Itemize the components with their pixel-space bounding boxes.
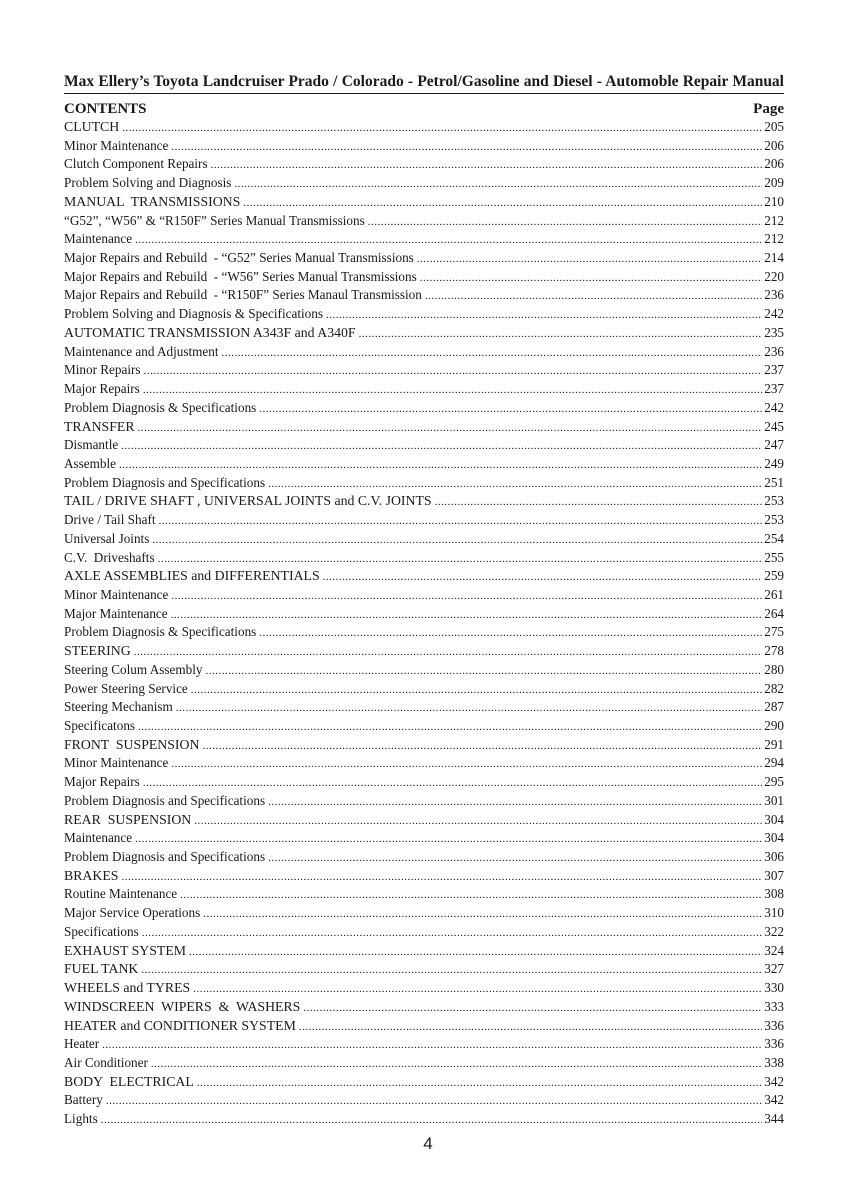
dot-leader (171, 755, 762, 773)
toc-subsection-entry (64, 399, 784, 418)
toc-subsection-entry (64, 212, 784, 231)
toc-entry-page: 310 (764, 905, 784, 921)
toc-entry-page: 245 (764, 418, 784, 434)
toc-entry-title: Lights (64, 1111, 98, 1127)
toc-entry-title: Steering Colum Assembly (64, 661, 203, 677)
dot-leader (299, 1018, 762, 1036)
toc-entry-page: 295 (764, 774, 784, 790)
toc-section-entry (64, 193, 784, 212)
toc-entry-page: 237 (764, 362, 784, 378)
dot-leader (176, 699, 762, 717)
dot-leader (142, 924, 763, 942)
dot-leader (171, 138, 762, 156)
toc-section-entry (64, 492, 784, 511)
toc-section-entry (64, 960, 784, 979)
dot-leader (326, 306, 762, 324)
toc-entry-title: Major Repairs (64, 774, 140, 790)
toc-entry-title: REAR SUSPENSION (64, 811, 192, 827)
running-header: Max Ellery’s Toyota Landcruiser Prado / Colorado - Petrol/Gasoline and Diesel - Automoble Repair Manual (64, 72, 784, 94)
toc-subsection-entry (64, 286, 784, 305)
toc-entry-page: 242 (764, 306, 784, 322)
toc-entry-page: 212 (764, 231, 784, 247)
toc-page (64, 72, 784, 1129)
toc-subsection-entry (64, 1091, 784, 1110)
dot-leader (171, 606, 763, 624)
toc-entry-title: Maintenance (64, 231, 133, 247)
toc-entry-page: 330 (764, 980, 784, 996)
toc-entry-title: Minor Repairs (64, 362, 141, 378)
toc-entry-page: 249 (764, 455, 784, 471)
toc-entry-title: Universal Joints (64, 530, 150, 546)
dot-leader (135, 231, 762, 249)
dot-leader (268, 793, 762, 811)
toc-entry-page: 236 (764, 343, 784, 359)
toc-entry-title: Minor Maintenance (64, 586, 169, 602)
toc-entry-page: 255 (764, 549, 784, 565)
dot-leader (180, 886, 762, 904)
toc-entry-title: Power Steering Service (64, 680, 188, 696)
toc-entry-page: 287 (764, 699, 784, 715)
toc-section-entry (64, 736, 784, 755)
toc-section-entry (64, 324, 784, 343)
toc-entry-page: 282 (764, 680, 784, 696)
dot-leader (151, 1055, 762, 1073)
dot-leader (202, 737, 762, 755)
toc-entry-title: WHEELS and TYRES (64, 980, 191, 996)
toc-entry-title: Minor Maintenance (64, 137, 169, 153)
toc-entry-title: FUEL TANK (64, 961, 139, 977)
contents-heading-row (64, 100, 784, 118)
toc-subsection-entry (64, 605, 784, 624)
toc-section-entry (64, 1017, 784, 1036)
toc-entry-page: 253 (764, 493, 784, 509)
toc-entry-page: 236 (764, 287, 784, 303)
toc-subsection-entry (64, 436, 784, 455)
dot-leader (359, 325, 763, 343)
toc-subsection-entry (64, 249, 784, 268)
toc-subsection-entry (64, 773, 784, 792)
toc-entry-title: TAIL / DRIVE SHAFT , UNIVERSAL JOINTS and C.V. JOINTS (64, 493, 432, 509)
toc-subsection-entry (64, 1035, 784, 1054)
toc-subsection-entry (64, 1054, 784, 1073)
page-number: 4 (423, 1134, 433, 1153)
dot-leader (191, 681, 762, 699)
toc-entry-title: Major Repairs (64, 381, 140, 397)
dot-leader (259, 400, 762, 418)
toc-section-entry (64, 642, 784, 661)
toc-entry-title: WINDSCREEN WIPERS & WASHERS (64, 998, 301, 1014)
toc-entry-title: STEERING (64, 643, 131, 659)
toc-subsection-entry (64, 343, 784, 362)
toc-entry-title: Specifications (64, 923, 139, 939)
toc-subsection-entry (64, 923, 784, 942)
toc-subsection-entry (64, 361, 784, 380)
toc-subsection-entry (64, 885, 784, 904)
dot-leader (122, 119, 762, 137)
toc-entry-page: 291 (764, 736, 784, 752)
toc-entry-page: 264 (764, 605, 784, 621)
toc-entry-page: 242 (764, 399, 784, 415)
dot-leader (152, 531, 762, 549)
dot-leader (171, 587, 762, 605)
toc-entry-page: 304 (764, 811, 784, 827)
toc-entry-title: BODY ELECTRICAL (64, 1073, 194, 1089)
toc-list (64, 118, 784, 1129)
toc-entry-title: Major Service Operations (64, 905, 201, 921)
toc-entry-page: 261 (764, 586, 784, 602)
toc-entry-title: CLUTCH (64, 119, 120, 134)
toc-subsection-entry (64, 511, 784, 530)
toc-entry-title: Drive / Tail Shaft (64, 512, 156, 528)
toc-subsection-entry (64, 829, 784, 848)
toc-subsection-entry (64, 661, 784, 680)
toc-subsection-entry (64, 530, 784, 549)
toc-section-entry (64, 418, 784, 437)
toc-subsection-entry (64, 1110, 784, 1129)
toc-entry-page: 212 (764, 212, 784, 228)
dot-leader (121, 868, 762, 886)
toc-entry-page: 220 (764, 268, 784, 284)
toc-entry-title: AXLE ASSEMBLIES and DIFFERENTIALS (64, 568, 320, 584)
toc-section-entry (64, 1073, 784, 1092)
toc-entry-page: 327 (764, 961, 784, 977)
toc-entry-title: Problem Diagnosis and Specifications (64, 849, 266, 865)
toc-entry-title: Major Repairs and Rebuild - “W56” Series Manual Transmissions (64, 268, 417, 284)
toc-entry-title: Minor Maintenance (64, 755, 169, 771)
page-column-label: Page (753, 101, 784, 117)
toc-subsection-entry (64, 623, 784, 642)
toc-entry-page: 338 (764, 1054, 784, 1070)
dot-leader (119, 456, 762, 474)
dot-leader (135, 830, 762, 848)
toc-entry-page: 344 (764, 1111, 784, 1127)
toc-entry-title: Major Maintenance (64, 605, 168, 621)
dot-leader (368, 213, 763, 231)
toc-subsection-entry (64, 904, 784, 923)
dot-leader (303, 999, 762, 1017)
toc-entry-page: 214 (764, 250, 784, 266)
toc-entry-title: Problem Solving and Diagnosis (64, 175, 232, 191)
dot-leader (189, 943, 762, 961)
toc-entry-title: Clutch Component Repairs (64, 156, 208, 172)
toc-entry-page: 210 (764, 193, 784, 209)
toc-entry-title: “G52”, “W56” & “R150F” Series Manual Transmissions (64, 212, 365, 228)
toc-entry-title: Major Repairs and Rebuild - “G52” Series Manual Transmissions (64, 250, 414, 266)
toc-entry-page: 304 (764, 830, 784, 846)
dot-leader (101, 1111, 763, 1129)
toc-subsection-entry (64, 680, 784, 699)
toc-entry-title: MANUAL TRANSMISSIONS (64, 193, 241, 209)
dot-leader (211, 156, 763, 174)
toc-entry-page: 301 (764, 792, 784, 808)
toc-entry-title: Specificatons (64, 718, 136, 733)
dot-leader (234, 175, 762, 193)
toc-subsection-entry (64, 305, 784, 324)
dot-leader (417, 250, 762, 268)
toc-entry-title: Dismantle (64, 437, 119, 453)
toc-entry-title: Problem Diagnosis & Specifications (64, 399, 257, 415)
toc-entry-page: 280 (764, 661, 784, 677)
toc-entry-title: AUTOMATIC TRANSMISSION A343F and A340F (64, 324, 356, 340)
toc-section-entry (64, 118, 784, 137)
dot-leader (243, 194, 762, 212)
toc-subsection-entry (64, 455, 784, 474)
toc-entry-page: 206 (764, 137, 784, 153)
toc-subsection-entry (64, 792, 784, 811)
dot-leader (205, 662, 762, 680)
dot-leader (193, 980, 762, 998)
toc-entry-title: Air Conditioner (64, 1054, 148, 1070)
toc-entry-title: HEATER and CONDITIONER SYSTEM (64, 1017, 296, 1033)
dot-leader (323, 568, 763, 586)
dot-leader (159, 512, 763, 530)
toc-subsection-entry (64, 698, 784, 717)
toc-entry-title: Problem Diagnosis & Specifications (64, 624, 257, 640)
contents-heading: CONTENTS (64, 101, 147, 117)
dot-leader (138, 419, 763, 437)
dot-leader (420, 269, 762, 287)
toc-entry-title: BRAKES (64, 867, 119, 883)
toc-section-entry (64, 942, 784, 961)
toc-section-entry (64, 998, 784, 1017)
toc-subsection-entry (64, 380, 784, 399)
toc-entry-title: EXHAUST SYSTEM (64, 942, 187, 958)
toc-entry-page: 235 (764, 324, 784, 340)
toc-entry-page: 342 (764, 1073, 784, 1089)
dot-leader (268, 849, 762, 867)
dot-leader (102, 1036, 762, 1054)
toc-entry-page: 209 (764, 175, 784, 191)
toc-entry-title: Problem Diagnosis and Specifications (64, 474, 266, 490)
toc-subsection-entry (64, 155, 784, 174)
toc-entry-title: Assemble (64, 455, 117, 471)
toc-entry-page: 333 (764, 998, 784, 1014)
dot-leader (121, 437, 762, 455)
toc-section-entry (64, 811, 784, 830)
toc-subsection-entry (64, 586, 784, 605)
toc-entry-page: 342 (764, 1092, 784, 1108)
toc-section-entry (64, 867, 784, 886)
toc-subsection-entry (64, 137, 784, 156)
dot-leader (435, 493, 763, 511)
dot-leader (425, 287, 762, 305)
toc-entry-title: Steering Mechanism (64, 699, 173, 715)
toc-entry-title: Problem Solving and Diagnosis & Specifications (64, 306, 323, 322)
dot-leader (134, 643, 763, 661)
toc-subsection-entry (64, 230, 784, 249)
dot-leader (138, 718, 762, 736)
toc-entry-page: 336 (764, 1036, 784, 1052)
toc-subsection-entry (64, 754, 784, 773)
toc-entry-title: C.V. Driveshafts (64, 549, 155, 565)
toc-entry-page: 278 (764, 643, 784, 659)
dot-leader (194, 812, 762, 830)
toc-entry-title: Battery (64, 1092, 103, 1108)
toc-entry-page: 275 (764, 624, 784, 640)
toc-entry-title: Routine Maintenance (64, 886, 178, 902)
toc-entry-page: 306 (764, 849, 784, 865)
toc-subsection-entry (64, 549, 784, 568)
toc-entry-title: Major Repairs and Rebuild - “R150F” Series Manaul Transmission (64, 287, 422, 303)
toc-entry-page: 324 (764, 942, 784, 958)
dot-leader (259, 624, 762, 642)
toc-entry-page: 206 (764, 156, 784, 172)
toc-entry-title: FRONT SUSPENSION (64, 736, 200, 752)
toc-entry-title: TRANSFER (64, 418, 135, 434)
toc-entry-page: 205 (764, 119, 784, 134)
toc-section-entry (64, 567, 784, 586)
dot-leader (222, 344, 763, 362)
toc-subsection-entry (64, 717, 784, 736)
toc-entry-page: 247 (764, 437, 784, 453)
toc-entry-page: 308 (764, 886, 784, 902)
dot-leader (268, 475, 762, 493)
toc-entry-page: 307 (764, 867, 784, 883)
dot-leader (141, 961, 762, 979)
toc-entry-title: Maintenance (64, 830, 133, 846)
dot-leader (143, 381, 762, 399)
toc-entry-title: Heater (64, 1036, 100, 1052)
toc-entry-page: 322 (764, 923, 784, 939)
toc-entry-page: 294 (764, 755, 784, 771)
toc-entry-page: 336 (764, 1017, 784, 1033)
toc-entry-title: Problem Diagnosis and Specifications (64, 792, 266, 808)
dot-leader (143, 774, 762, 792)
toc-subsection-entry (64, 848, 784, 867)
dot-leader (106, 1092, 762, 1110)
toc-subsection-entry (64, 174, 784, 193)
dot-leader (144, 362, 763, 380)
toc-entry-page: 259 (764, 568, 784, 584)
toc-entry-page: 253 (764, 512, 784, 528)
toc-section-entry (64, 979, 784, 998)
toc-subsection-entry (64, 474, 784, 493)
toc-entry-page: 251 (764, 474, 784, 490)
toc-entry-page: 254 (764, 530, 784, 546)
toc-entry-page: 237 (764, 381, 784, 397)
dot-leader (203, 905, 762, 923)
toc-subsection-entry (64, 268, 784, 287)
toc-entry-page: 290 (764, 718, 784, 733)
dot-leader (197, 1074, 762, 1092)
toc-entry-title: Maintenance and Adjustment (64, 343, 219, 359)
dot-leader (158, 550, 763, 568)
